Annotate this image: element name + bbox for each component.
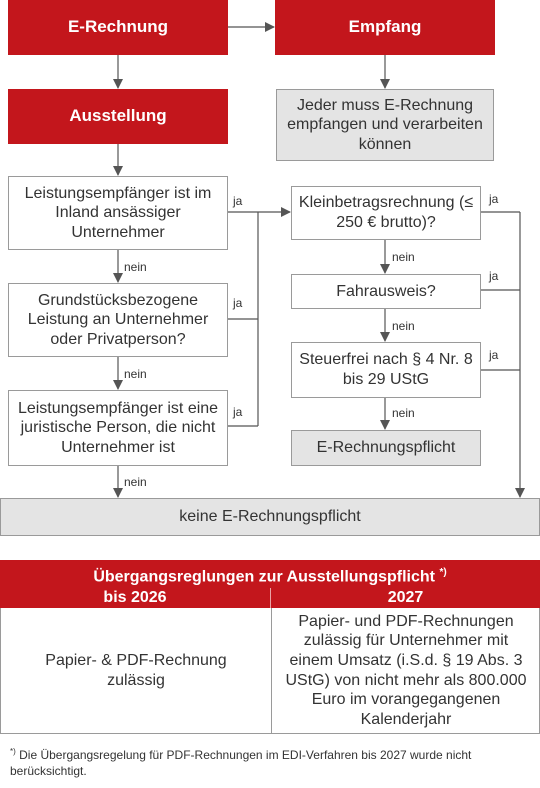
edge-label-ja-q3: ja <box>233 405 243 419</box>
empfang-label: Empfang <box>348 17 422 37</box>
edge-label-nein-q5: nein <box>392 319 415 333</box>
transition-table <box>0 560 540 734</box>
transition-table-title <box>0 563 540 587</box>
cell-bis-2026-text: Papier- & PDF-Rechnung zulässig <box>45 651 227 689</box>
column-header-2027: 2027 <box>387 589 424 606</box>
edge-label-ja-q6: ja <box>489 348 499 362</box>
edge-label-ja-q5: ja <box>489 269 499 283</box>
edge-label-ja-q4: ja <box>489 192 499 206</box>
keine-e-rechnungspflicht-box <box>0 498 540 536</box>
edge-label-nein-q3: nein <box>124 475 147 489</box>
transition-table-body <box>0 608 540 734</box>
keine-e-rechnungspflicht-label: keine E-Rechnungspflicht <box>179 508 361 526</box>
transition-table-footnote-marker: *) <box>439 567 447 578</box>
cell-2027 <box>272 608 540 733</box>
edge-label-nein-q6: nein <box>392 406 415 420</box>
edge-label-nein-q4: nein <box>392 250 415 264</box>
edge-label-ja-q1: ja <box>233 194 243 208</box>
edge-label-nein-q1: nein <box>124 260 147 274</box>
e-rechnung-label: E-Rechnung <box>67 17 169 37</box>
column-header-bis-2026: bis 2026 <box>103 589 167 606</box>
question-kleinbetrag-text: Kleinbetragsrechnung (≤ 250 € brutto)? <box>298 194 474 231</box>
ausstellung-box <box>8 89 228 144</box>
question-juristische-person <box>8 390 228 466</box>
question-fahrausweis <box>291 274 481 309</box>
cell-bis-2026 <box>1 608 271 733</box>
transition-table-header <box>0 560 540 608</box>
question-steuerfrei <box>291 342 481 398</box>
e-rechnungspflicht-label: E-Rechnungspflicht <box>316 439 456 457</box>
edge-label-nein-q2: nein <box>124 367 147 381</box>
question-inland-unternehmer <box>8 176 228 250</box>
footnote-marker: *) <box>10 747 16 756</box>
empfang-info-text: Jeder muss E-Rechnung empfangen und verarbeiten können <box>287 96 483 153</box>
e-rechnungspflicht-box <box>291 430 481 466</box>
footnote-text: Die Übergangsregelung für PDF-Rechnungen im EDI-Verfahren bis 2027 wurde nicht berücksichtigt. <box>10 748 472 778</box>
question-inland-unternehmer-text: Leistungsempfänger ist im Inland ansässiger Unternehmer <box>24 184 212 241</box>
cell-2027-text: Papier- und PDF-Rechnungen zulässig für Unternehmer mit einem Umsatz (i.S.d. § 19 Abs. 3 UStG) von nicht mehr als 800.000 Euro im vorangegangenen Kalenderjahr <box>285 612 527 728</box>
question-fahrausweis-text: Fahrausweis? <box>336 282 436 300</box>
question-grundstueck <box>8 283 228 357</box>
question-kleinbetrag <box>291 186 481 240</box>
empfang-info-box <box>276 89 494 161</box>
ausstellung-label: Ausstellung <box>69 106 167 126</box>
transition-table-title-text: Übergangsreglungen zur Ausstellungspflicht <box>93 568 435 586</box>
edge-label-ja-q2: ja <box>233 296 243 310</box>
empfang-box <box>275 0 495 55</box>
question-steuerfrei-text: Steuerfrei nach § 4 Nr. 8 bis 29 UStG <box>299 351 473 388</box>
question-grundstueck-text: Grundstücksbezogene Leistung an Unternehmer oder Privatperson? <box>27 291 209 348</box>
e-rechnung-box <box>8 0 228 55</box>
footnote <box>10 744 535 779</box>
question-juristische-person-text: Leistungsempfänger ist eine juristische Person, die nicht Unternehmer ist <box>17 399 219 456</box>
